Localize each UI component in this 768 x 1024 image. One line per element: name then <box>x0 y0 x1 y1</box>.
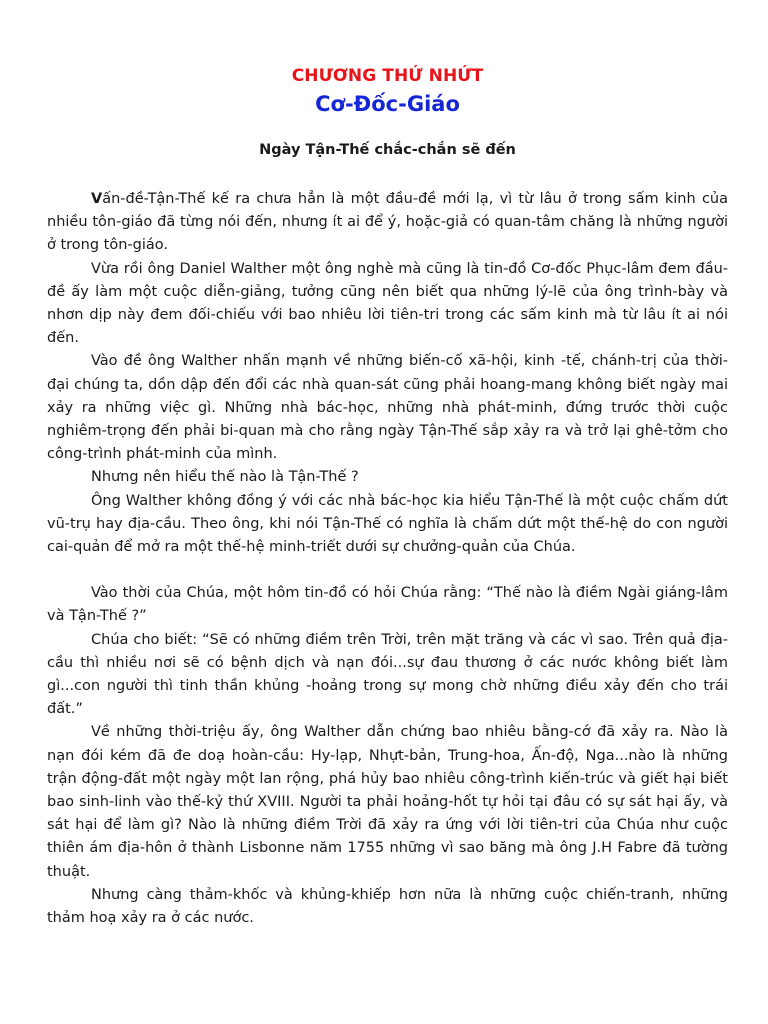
document-body <box>47 188 728 930</box>
paragraph: Ông Walther không đồng ý với các nhà bác-học kia hiểu Tận-Thế là một cuộc chấm dứt vũ-trụ hay địa-cầu. Theo ông, khi nói Tận-Thế có nghĩa là chấm dứt một thế-hệ do con người cai-quản để mở ra một thế-hệ minh-triết dưới sự chưởng-quản của Chúa. <box>47 492 728 556</box>
chapter-title: Cơ-Đốc-Giáo <box>315 92 460 116</box>
paragraph-text: ấn-đề-Tận-Thế kế ra chưa hẳn là một đầu-đề mới lạ, vì từ lâu ở trong sấm kinh của nhiều tôn-giáo đã từng nói đến, nhưng ít ai để ý, hoặc-giả có quan-tâm chăng là những người ở trong tôn-giáo. <box>47 191 728 254</box>
paragraph: Vào thời của Chúa, một hôm tin-đồ có hỏi Chúa rằng: “Thế nào là điềm Ngài giáng-lâm và Tận-Thế ?” <box>47 585 728 625</box>
chapter-heading: CHƯƠNG THỨ NHỨT <box>291 66 484 86</box>
paragraph: Chúa cho biết: “Sẽ có những điềm trên Trời, trên mặt trăng và các vì sao. Trên quả địa-cầu thì nhiều nơi sẽ có bệnh dịch và nạn đói...sự đau thương ở các nước không biết làm gì...con người thì tinh thần khủng -hoảng trong sự mong chờ những điều xảy đến cho trái đất.” <box>47 631 728 718</box>
paragraph: Về những thời-triệu ấy, ông Walther dẫn chứng bao nhiêu bằng-cớ đã xảy ra. Nào là nạn đói kém đã đe doạ hoàn-cầu: Hy-lạp, Nhựt-bản, Trung-hoa, Ấn-độ, Nga...nào là những trận động-đất một ngày một lan rộng, phá hủy bao nhiêu công-trình kiến-trúc và giết hại biết bao sinh-linh vào thế-kỷ thứ XVIII. Người ta phải hoảng-hốt tự hỏi tại đâu có sự sát hại ấy, và sát hại để làm gì? Nào là những điềm Trời đã xảy ra ứng với lời tiên-tri của Chúa như cuộc thiên ám địa-hôn ở thành Lisbonne năm 1755 những vì sao băng mà ông J.H Fabre đã tường thuật. <box>47 724 728 880</box>
drop-cap-letter: V <box>91 191 103 207</box>
document-page <box>47 62 728 930</box>
paragraph: Vừa rồi ông Daniel Walther một ông nghè mà cũng là tin-đồ Cơ-đốc Phục-lâm đem đầu-đề ấy làm một cuộc diễn-giảng, tưởng cũng nên biết qua những lý-lẽ của ông trình-bày và nhơn dịp này đem đối-chiếu với bao nhiêu lời tiên-tri trong các sấm kinh mà từ lâu ít ai nói đến. <box>47 260 728 347</box>
paragraph <box>47 188 728 258</box>
paragraph: Vào đề ông Walther nhấn mạnh về những biến-cố xã-hội, kinh -tế, chánh-trị của thời-đại chúng ta, dồn dập đến đổi các nhà quan-sát cũng phải hoang-mang không biết ngày mai xảy ra những việc gì. Những nhà bác-học, những nhà phát-minh, đứng trước thời cuộc nghiêm-trọng đến phải bi-quan mà cho rằng ngày Tận-Thế sắp xảy ra và trở lại ghê-tởm cho công-trình phát-minh của mình. <box>47 353 728 463</box>
paragraph: Nhưng càng thảm-khốc và khủng-khiếp hơn nữa là những cuộc chiến-tranh, những thảm hoạ xảy ra ở các nước. <box>47 886 728 927</box>
paragraph: Nhưng nên hiểu thế nào là Tận-Thế ? <box>91 469 359 486</box>
section-subtitle: Ngày Tận-Thế chắc-chắn sẽ đến <box>259 142 516 158</box>
